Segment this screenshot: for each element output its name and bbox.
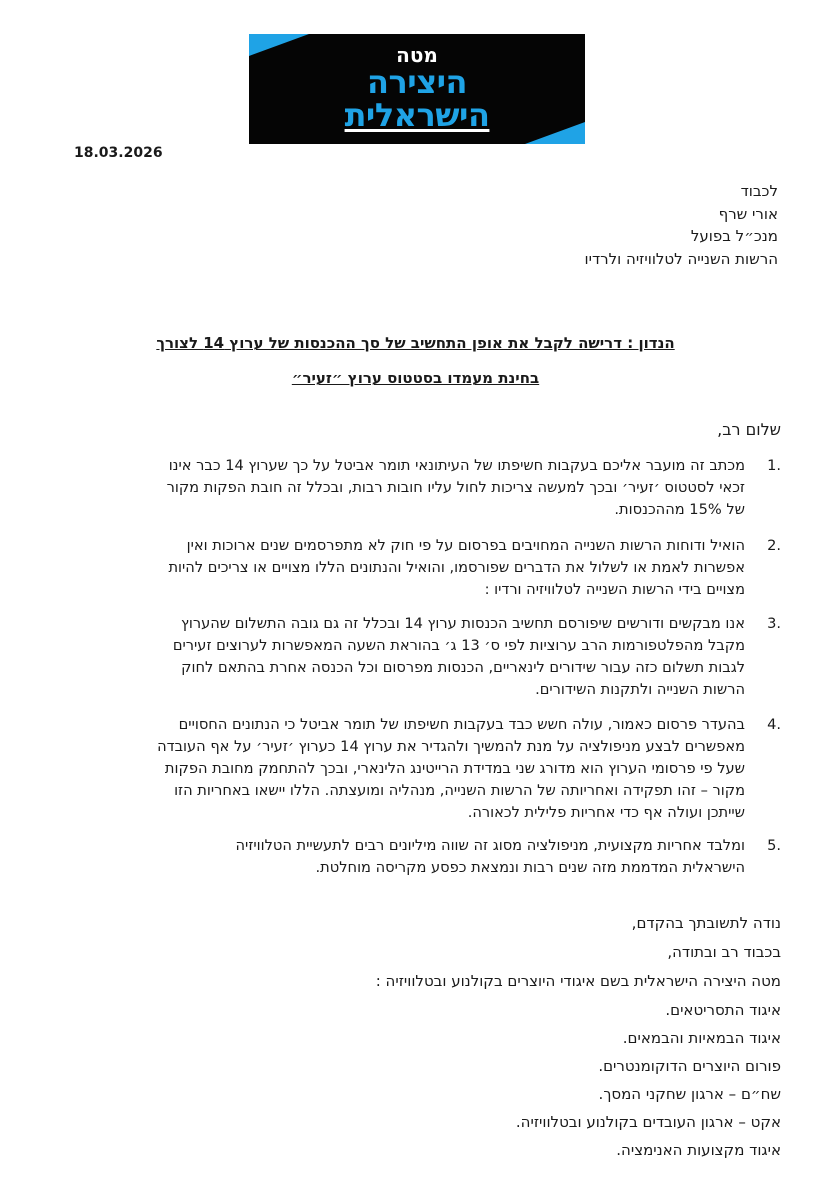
paragraph-line: ומלבד אחריות מקצועית, מניפולציה מסוג זה שווה מיליונים רבים לתעשיית הטלוויזיה — [235, 837, 745, 854]
recipient-line: מנכ״ל בפועל — [690, 227, 778, 245]
paragraph-line: שייתכן ועולה אף כדי אחריות פלילית לכאורה. — [467, 804, 745, 821]
closing-thanks: נודה לתשובתך בהקדם, — [631, 914, 781, 932]
paragraph-line: מאפשרים לבצע מניפולציה על מנת להמשיך ולהגדיר את ערוץ 14 כערוץ ׳זעיר׳ על אף העובדה — [157, 738, 745, 755]
letter-date: 18.03.2026 — [74, 145, 163, 161]
paragraph-number: .5 — [767, 837, 781, 854]
paragraph-line: של 15% מההכנסות. — [614, 501, 745, 518]
paragraph-line: הרשות השנייה ולתקנות השידורים. — [535, 681, 745, 698]
signatory-item: שח״ם – ארגון שחקני המסך. — [598, 1085, 781, 1103]
signatory-item: פורום היוצרים הדוקומנטרים. — [598, 1057, 781, 1075]
numbered-paragraph — [46, 535, 781, 601]
paragraph-line: שעל פי פרסומי הערוץ הוא מדורג שני במדידת הרייטינג הלינארי, ובכך להתחמק מחובת הפקות — [164, 760, 745, 777]
paragraph-line: אפשרות לאמת או לשלול את הדברים שפורסמו, והואיל והנתונים הללו מצויים או צריכים להיות — [168, 559, 745, 576]
paragraph-line: מצויים בידי הרשות השנייה לטלוויזיה ורדיו : — [484, 581, 745, 598]
closing-regards: בכבוד רב ובתודה, — [667, 943, 781, 961]
subject-line-2: בחינת מעמדו בסטטוס ערוץ ״זעיר״ — [291, 369, 540, 387]
recipient-line: אורי שרף — [718, 204, 778, 223]
numbered-paragraph — [46, 455, 781, 521]
paragraph-line: הישראלית המדממת מזה שנים רבות ונמצאת כפסע מקריסה מוחלטת. — [315, 859, 745, 876]
recipient-line: לכבוד — [740, 182, 778, 200]
paragraph-line: מכתב זה מועבר אליכם בעקבות חשיפתו של העיתונאי תומר אביטל על כך שערוץ 14 כבר אינו — [168, 457, 745, 474]
signatory-item: איגוד הבמאיות והבמאים. — [622, 1029, 781, 1047]
recipient-line: הרשות השנייה לטלוויזיה ולרדיו — [584, 249, 778, 268]
numbered-paragraph — [46, 714, 781, 824]
recipient-block — [378, 180, 778, 270]
paragraph-number: .2 — [767, 537, 781, 554]
logo-line-2: היצירה — [367, 63, 467, 101]
numbered-paragraph — [46, 613, 781, 701]
paragraph-line: בהעדר פרסום כאמור, עולה חשש כבד בעקבות חשיפתו של תומר אביטל כי הנתונים החסויים — [178, 716, 745, 733]
paragraph-line: זכאי לסטטוס ׳זעיר׳ ובכך למעשה צריכות לחול עליו חובות רבות, ובכלל זה חובת הפקות מקור — [166, 479, 745, 496]
logo-wordmark — [249, 44, 585, 132]
paragraph-line: אנו מבקשים ודורשים שיפורסם תחשיב הכנסות ערוץ 14 ובכלל זה גם גובה התשלום שהערוץ — [181, 615, 745, 632]
paragraph-number: .1 — [767, 457, 781, 474]
greeting: שלום רב, — [717, 420, 781, 439]
signatory-item: איגוד מקצועות האנימציה. — [616, 1141, 781, 1159]
numbered-paragraph — [46, 835, 781, 879]
signatory-item: אקט – ארגון העובדים בקולנוע ובטלוויזיה. — [515, 1113, 781, 1131]
logo-line-3: הישראלית — [344, 96, 490, 134]
paragraph-number: .3 — [767, 615, 781, 632]
paragraph-number: .4 — [767, 716, 781, 733]
signatory-item: איגוד התסריטאים. — [665, 1001, 781, 1019]
organization-logo — [249, 34, 585, 144]
paragraph-line: לגבות תשלום כזה עבור שידורים לינאריים, הכנסות מפרסום וכל הכנסה אחרת בהתאם לחוק — [181, 659, 745, 676]
signatory-header: מטה היצירה הישראלית בשם איגודי היוצרים בקולנוע ובטלוויזיה : — [375, 972, 781, 990]
subject-line-1: הנדון : דרישה לקבל את אופן התחשיב של סך ההכנסות של ערוץ 14 לצורך — [156, 334, 675, 352]
logo-line-1: מטה — [396, 43, 438, 67]
paragraph-line: מקבל מהפלטפורמות הרב ערוציות לפי ס׳ 13 ג׳ בהוראת השעה המאפשרות לערוצים זעירים — [172, 637, 745, 654]
paragraph-line: הואיל ודוחות הרשות השנייה המחויבים בפרסום על פי חוק לא מתפרסמים שנים ארוכות ואין — [186, 537, 745, 554]
paragraph-line: מקור – זהו תפקידה ואחריותה של הרשות השנייה, מנהליה ומועצתה. הללו יישאו באחריות הזו — [174, 782, 745, 799]
